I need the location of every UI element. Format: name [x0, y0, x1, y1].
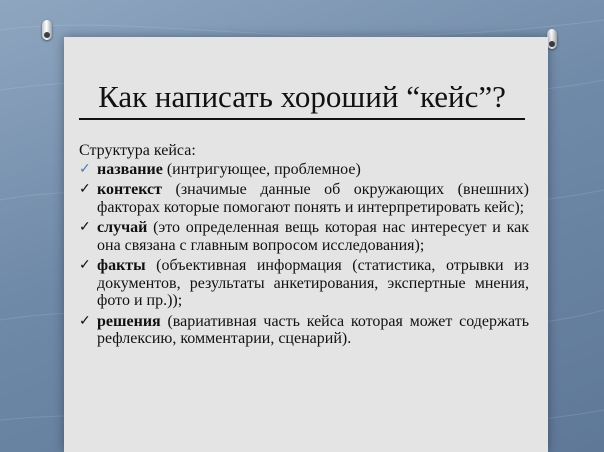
list-item — [79, 257, 529, 310]
item-text: (значимые данные об окружающих (внешних) факторах которые помогают понять и интерпретировать кейс); — [97, 181, 529, 216]
item-text: (вариативная часть кейса которая может содержать рефлексию, комментарии, сценарий). — [97, 312, 529, 347]
checkmark-icon: ✓ — [79, 258, 91, 273]
list-item — [79, 181, 529, 216]
item-text: (объективная информация (статистика, отрывки из документов, результаты анкетирования, экспертные мнения, фото и пр.)); — [97, 257, 529, 309]
checkmark-icon: ✓ — [79, 161, 91, 177]
list-item — [79, 219, 529, 254]
slide-title: Как написать хороший “кейс”? — [98, 79, 506, 114]
content-heading: Структура кейса: — [79, 142, 196, 159]
pin-icon — [42, 20, 52, 40]
item-term: решения — [97, 312, 161, 330]
title-underline — [79, 118, 525, 120]
item-term: контекст — [97, 181, 162, 198]
pin-icon — [547, 29, 557, 49]
item-text: (это определенная вещь которая нас интересует и как она связана с главным вопросом исследования); — [97, 219, 529, 254]
list-item — [79, 313, 529, 348]
slide-card — [64, 37, 548, 452]
checkmark-icon: ✓ — [79, 220, 91, 235]
item-term: название — [97, 160, 163, 178]
checkmark-icon: ✓ — [79, 313, 91, 329]
item-text: (интригующее, проблемное) — [162, 160, 361, 178]
slide-content — [79, 142, 529, 351]
checkmark-icon: ✓ — [79, 182, 91, 197]
item-term: факты — [97, 257, 146, 274]
list-item — [79, 161, 529, 179]
item-term: случай — [97, 219, 148, 236]
